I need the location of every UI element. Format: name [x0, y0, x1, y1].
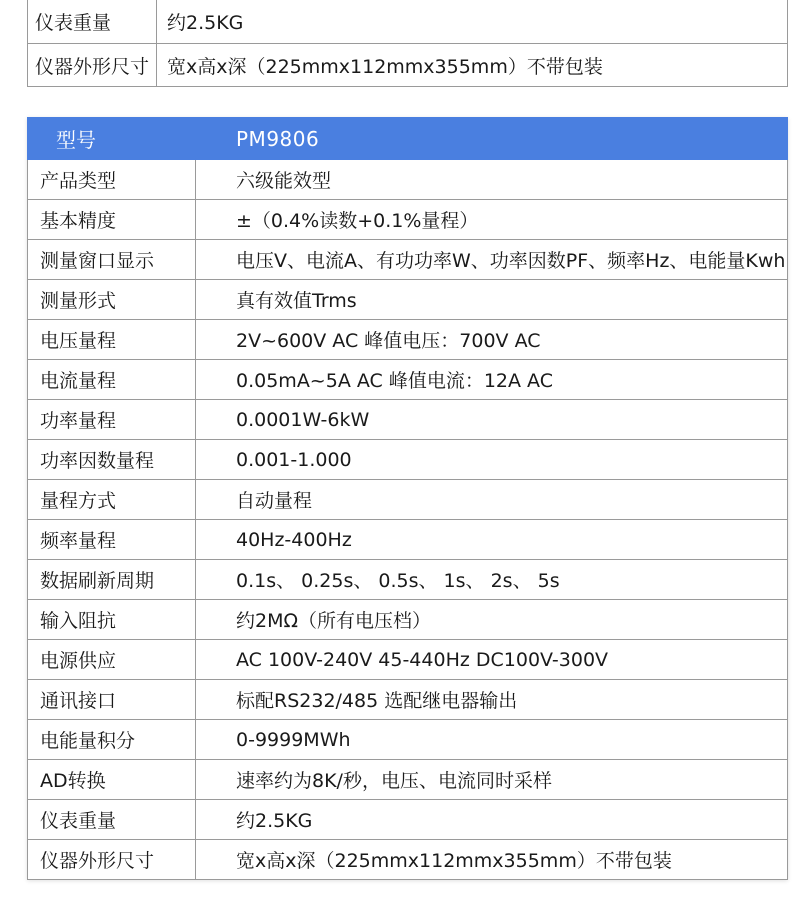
row-label: 仪表重量 — [28, 800, 196, 840]
row-value: 40Hz-400Hz — [196, 520, 788, 560]
row-value: 0.001-1.000 — [196, 440, 788, 480]
table-row — [28, 160, 788, 200]
row-label: 产品类型 — [28, 160, 196, 200]
table-row — [28, 840, 788, 880]
table-row — [28, 240, 788, 280]
row-value: 约2MΩ（所有电压档） — [196, 600, 788, 640]
table-row — [28, 440, 788, 480]
row-value: 宽x高x深（225mmx112mmx355mm）不带包装 — [196, 840, 788, 880]
row-value: 约2.5KG — [196, 800, 788, 840]
row-value: 0.05mA~5A AC 峰值电流：12A AC — [196, 360, 788, 400]
spec-table — [27, 117, 788, 880]
row-value: ±（0.4%读数+0.1%量程） — [196, 200, 788, 240]
table-row — [28, 760, 788, 800]
table-row — [28, 480, 788, 520]
row-label: AD转换 — [28, 760, 196, 800]
row-label: 数据刷新周期 — [28, 560, 196, 600]
table-row — [28, 280, 788, 320]
row-value: 约2.5KG — [157, 0, 788, 44]
row-label: 量程方式 — [28, 480, 196, 520]
row-value: 宽x高x深（225mmx112mmx355mm）不带包装 — [157, 44, 788, 87]
row-label: 通讯接口 — [28, 680, 196, 720]
table-row — [28, 640, 788, 680]
table-row — [28, 400, 788, 440]
row-label: 测量窗口显示 — [28, 240, 196, 280]
row-label: 电源供应 — [28, 640, 196, 680]
table-row — [28, 720, 788, 760]
row-value: 真有效值Trms — [196, 280, 788, 320]
row-value: 0.0001W-6kW — [196, 400, 788, 440]
row-label: 电压量程 — [28, 320, 196, 360]
header-label: 型号 — [28, 118, 196, 160]
table-row — [28, 44, 788, 87]
table-row — [28, 800, 788, 840]
row-label: 基本精度 — [28, 200, 196, 240]
spec-table-body — [28, 160, 788, 880]
table-row — [28, 520, 788, 560]
row-label: 频率量程 — [28, 520, 196, 560]
row-value: 六级能效型 — [196, 160, 788, 200]
table-row — [28, 560, 788, 600]
table-row — [28, 0, 788, 44]
row-value: 标配RS232/485 选配继电器输出 — [196, 680, 788, 720]
row-label: 功率因数量程 — [28, 440, 196, 480]
table-row — [28, 680, 788, 720]
row-value: 2V~600V AC 峰值电压：700V AC — [196, 320, 788, 360]
row-label: 测量形式 — [28, 280, 196, 320]
row-label: 电能量积分 — [28, 720, 196, 760]
row-value: 电压V、电流A、有功功率W、功率因数PF、频率Hz、电能量Kwh — [196, 240, 788, 280]
table-row — [28, 600, 788, 640]
row-label: 输入阻抗 — [28, 600, 196, 640]
row-label: 仪器外形尺寸 — [28, 44, 157, 87]
row-label: 功率量程 — [28, 400, 196, 440]
row-label: 仪表重量 — [28, 0, 157, 44]
table-row — [28, 200, 788, 240]
table-row — [28, 360, 788, 400]
table-row — [28, 320, 788, 360]
row-value: 自动量程 — [196, 480, 788, 520]
table-header-row — [28, 118, 788, 160]
header-value: PM9806 — [196, 118, 788, 160]
row-value: 速率约为8K/秒，电压、电流同时采样 — [196, 760, 788, 800]
row-label: 仪器外形尺寸 — [28, 840, 196, 880]
row-value: AC 100V-240V 45-440Hz DC100V-300V — [196, 640, 788, 680]
row-label: 电流量程 — [28, 360, 196, 400]
row-value: 0-9999MWh — [196, 720, 788, 760]
row-value: 0.1s、 0.25s、 0.5s、 1s、 2s、 5s — [196, 560, 788, 600]
top-partial-table — [27, 0, 788, 87]
